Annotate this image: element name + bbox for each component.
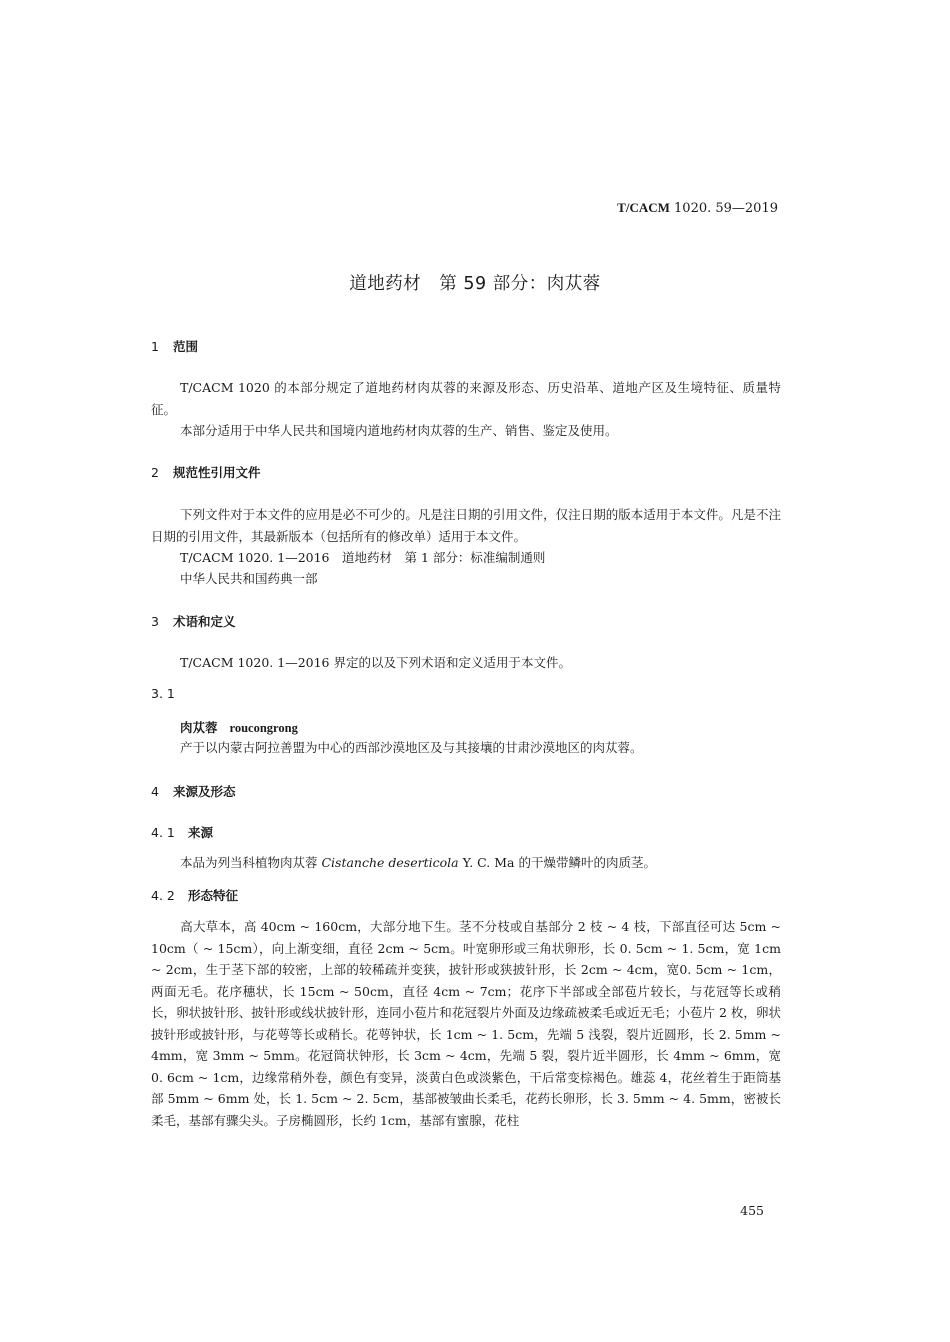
source-text: 本品为列当科植物肉苁蓉 Cistanche deserticola Y. C. Ma 的干燥带鳞叶的肉质茎。 xyxy=(180,855,656,870)
section-2-paragraph: 下列文件对于本文件的应用是必不可少的。凡是注日期的引用文件，仅注日期的版本适用于本文件。凡是不注日期的引用文件，其最新版本（包括所有的修改单）适用于本文件。 xyxy=(151,507,781,544)
standard-number: T/CACM 1020. 59—2019 xyxy=(617,200,778,216)
section-1-paragraph-2: 本部分适用于中华人民共和国境内道地药材肉苁蓉的生产、销售、鉴定及使用。 xyxy=(180,423,618,438)
page-title: 道地药材 第 59 部分：肉苁蓉 xyxy=(349,274,601,294)
reference-1: T/CACM 1020. 1—2016 道地药材 第 1 部分：标准编制通则 xyxy=(180,550,546,565)
section-2-heading: 2 规范性引用文件 xyxy=(151,465,261,480)
page-number: 455 xyxy=(740,1203,764,1218)
section-3-heading: 3 术语和定义 xyxy=(151,614,236,629)
subsection-4-1-heading: 4. 1 来源 xyxy=(151,825,214,840)
section-1-paragraph-1: T/CACM 1020 的本部分规定了道地药材肉苁蓉的来源及形态、历史沿革、道地产区及生境特征、质量特征。 xyxy=(151,380,781,417)
morphology-paragraph: 高大草本，高 40cm ~ 160cm，大部分地下生。茎不分枝或自基部分 2 枝 ~ 4 枝，下部直径可达 5cm ~ 10cm（ ~ 15cm），向上渐变细，直径 2cm ~ 5cm。叶宽卵形或三角状卵形，长 0. 5cm ~ 1. 5cm，宽 1cm ~ 2cm，生于茎下部的较密，上部的较稀疏并变狭，披针形或狭披针形，长 2cm ~ 4cm，宽0. 5cm ~ 1cm，两面无毛。花序穗状，长 15cm ~ 50cm，直径 4cm ~ 7cm；花序下半部或全部苞片较长，与花冠等长或稍长，卵状披针形、披针形或线状披针形，连同小苞片和花冠裂片外面及边缘疏被柔毛或近无毛；小苞片 2 枚，卵状披针形或披针形，与花萼等长或稍长。花萼钟状，长 1cm ~ 1. 5cm，先端 5 浅裂，裂片近圆形，长 2. 5mm ~ 4mm，宽 3mm ~ 5mm。花冠筒状钟形，长 3cm ~ 4cm，先端 5 裂，裂片近半圆形，长 4mm ~ 6mm，宽 0. 6cm ~ 1cm，边缘常稍外卷，颜色有变异，淡黄白色或淡紫色，干后常变棕褐色。雄蕊 4，花丝着生于距筒基部 5mm ~ 6mm 处，长 1. 5cm ~ 2. 5cm，基部被皱曲长柔毛，花药长卵形，长 3. 5mm ~ 4. 5mm，密被长柔毛，基部有骤尖头。子房椭圆形，长约 1cm，基部有蜜腺，花柱 xyxy=(151,919,781,1128)
section-1-heading: 1 范围 xyxy=(151,339,199,354)
subsection-4-2-heading: 4. 2 形态特征 xyxy=(151,888,239,903)
term-name: 肉苁蓉 roucongrong xyxy=(180,720,298,735)
section-3-paragraph: T/CACM 1020. 1—2016 界定的以及下列术语和定义适用于本文件。 xyxy=(180,655,571,670)
section-4-heading: 4 来源及形态 xyxy=(151,784,236,799)
term-definition: 产于以内蒙古阿拉善盟为中心的西部沙漠地区及与其接壤的甘肃沙漠地区的肉苁蓉。 xyxy=(180,740,643,755)
reference-2: 中华人民共和国药典一部 xyxy=(180,571,318,586)
subsection-3-1-number: 3. 1 xyxy=(151,686,175,701)
